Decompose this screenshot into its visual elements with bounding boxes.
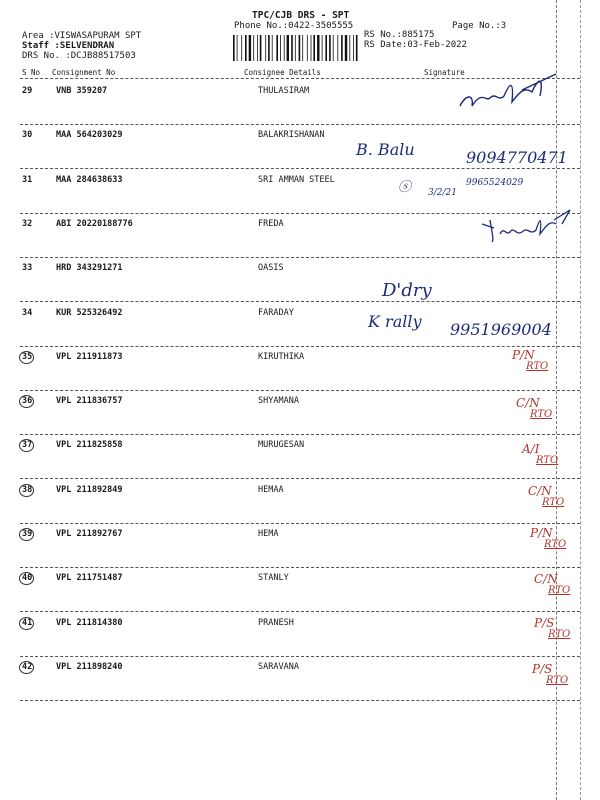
column-header-consignment: Consignment No — [52, 68, 116, 77]
row-consignment-number: VPL 211814380 — [56, 617, 123, 628]
date-handwritten-31: 3/2/21 — [428, 188, 457, 198]
row-consignee-name: THULASIRAM — [258, 86, 310, 96]
mark-code: C/N — [516, 396, 540, 410]
row-serial-number: 34 — [22, 307, 33, 318]
circled-serial-mark — [19, 484, 34, 497]
mark-code: A/I — [522, 442, 540, 456]
phone-handwritten-34: 9951969004 — [450, 320, 552, 339]
row-serial-number: 36 — [22, 396, 33, 407]
row-serial-number: 39 — [22, 529, 33, 539]
margin-line — [580, 0, 581, 800]
mark-code: P/N — [512, 348, 535, 362]
signature-33: D'dry — [382, 280, 432, 301]
rto-status-mark — [512, 350, 548, 372]
row-consignee-name: HEMAA — [258, 484, 284, 495]
row-divider — [20, 523, 580, 524]
row-divider — [20, 656, 580, 657]
mark-code: C/N — [528, 484, 552, 498]
area-label: Area :VISWASAPURAM SPT — [22, 31, 142, 41]
circled-serial-mark — [19, 661, 34, 674]
rto-status-mark — [522, 444, 558, 466]
circled-serial-mark — [19, 572, 34, 585]
row-serial-number: 35 — [22, 351, 33, 362]
row-divider — [20, 168, 580, 169]
row-serial-number: 33 — [22, 263, 33, 274]
rto-status-mark — [530, 528, 566, 550]
page-number: Page No.:3 — [452, 21, 507, 31]
circled-serial-mark — [19, 395, 34, 408]
row-divider — [20, 611, 580, 612]
phone-handwritten-31: 9965524029 — [466, 178, 524, 188]
row-consignee-name: STANLY — [258, 573, 289, 584]
circled-serial-mark — [19, 617, 34, 630]
signature-30: B. Balu — [356, 140, 415, 159]
mark-rto: RTO — [548, 629, 571, 640]
row-consignee-name: OASIS — [258, 263, 284, 274]
mark-code: C/N — [534, 572, 558, 586]
mark-code: P/S — [534, 616, 555, 630]
row-serial-number: 41 — [22, 617, 33, 628]
mark-rto: RTO — [544, 539, 567, 550]
rto-status-mark — [532, 664, 568, 686]
staff-label: Staff :SELVENDRAN — [22, 41, 115, 51]
row-consignee-name: FARADAY — [258, 307, 294, 318]
row-consignment-number: MAA 564203029 — [56, 130, 123, 141]
mark-rto: RTO — [542, 497, 565, 508]
mark-code: P/N — [530, 526, 553, 540]
row-divider — [20, 257, 580, 258]
row-divider — [20, 124, 580, 125]
drs-number: DRS No. :DCJB88517503 — [22, 51, 136, 61]
row-consignment-number: MAA 284638633 — [56, 174, 123, 185]
mark-rto: RTO — [526, 361, 549, 372]
row-serial-number: 31 — [22, 174, 33, 185]
rto-status-mark — [534, 574, 570, 596]
row-divider — [20, 700, 580, 701]
row-consignment-number: VNB 359207 — [56, 86, 108, 96]
barcode-image — [232, 35, 358, 61]
row-consignment-number: KUR 525326492 — [56, 307, 123, 318]
circled-serial-mark — [19, 351, 34, 364]
row-serial-number: 30 — [22, 130, 33, 141]
circled-serial-mark — [19, 528, 34, 541]
column-header-sno: S No — [22, 68, 41, 77]
row-consignee-name: KIRUTHIKA — [258, 351, 305, 362]
row-consignee-name: FREDA — [258, 218, 284, 229]
row-consignment-number: VPL 211836757 — [56, 396, 123, 407]
row-divider — [20, 478, 580, 479]
row-consignment-number: VPL 211911873 — [56, 351, 123, 362]
row-divider — [20, 346, 580, 347]
row-serial-number: 40 — [22, 573, 33, 584]
signature-32 — [478, 206, 578, 246]
row-serial-number: 29 — [22, 86, 33, 96]
row-divider — [20, 567, 580, 568]
row-consignment-number: ABI 20220188776 — [56, 218, 133, 229]
row-consignment-number: VPL 211892849 — [56, 484, 123, 495]
row-divider — [20, 301, 580, 302]
mark-rto: RTO — [546, 675, 569, 686]
signature-29 — [452, 72, 562, 120]
phone-handwritten-30: 9094770471 — [466, 148, 568, 167]
rto-status-mark — [534, 618, 570, 640]
row-serial-number: 38 — [22, 484, 33, 495]
row-serial-number: 32 — [22, 218, 33, 229]
phone-number: Phone No.:0422-3505555 — [234, 21, 354, 31]
mark-rto: RTO — [530, 409, 553, 420]
rs-date: RS Date:03-Feb-2022 — [364, 40, 467, 50]
row-consignee-name: MURUGESAN — [258, 440, 305, 451]
row-consignment-number: VPL 211898240 — [56, 661, 123, 672]
rs-number: RS No.:885175 — [364, 30, 435, 40]
row-consignment-number: HRD 343291271 — [56, 263, 123, 274]
mark-rto: RTO — [536, 455, 559, 466]
row-consignee-name: SRI AMMAN STEEL — [258, 174, 335, 185]
row-consignment-number: VPL 211751487 — [56, 573, 123, 584]
row-consignment-number: VPL 211892767 — [56, 529, 123, 539]
rto-status-mark — [528, 486, 564, 508]
rto-status-mark — [516, 398, 552, 420]
column-header-consignee: Consignee Details — [244, 68, 321, 77]
row-serial-number: 42 — [22, 661, 33, 672]
row-serial-number: 37 — [22, 440, 33, 451]
row-divider — [20, 434, 580, 435]
mark-rto: RTO — [548, 585, 571, 596]
stamp-mark-31: ⓢ — [398, 180, 412, 195]
row-consignee-name: SARAVANA — [258, 661, 299, 672]
circled-serial-mark — [19, 439, 34, 452]
row-divider — [20, 390, 580, 391]
row-consignee-name: HEMA — [258, 529, 279, 539]
row-consignee-name: PRANESH — [258, 617, 294, 628]
row-consignee-name: BALAKRISHANAN — [258, 130, 325, 141]
document-title: TPC/CJB DRS - SPT — [252, 10, 350, 21]
mark-code: P/S — [532, 662, 553, 676]
row-consignment-number: VPL 211825858 — [56, 440, 123, 451]
column-header-signature: Signature — [424, 68, 465, 77]
row-consignee-name: SHYAMANA — [258, 396, 299, 407]
signature-34: K rally — [368, 312, 422, 331]
